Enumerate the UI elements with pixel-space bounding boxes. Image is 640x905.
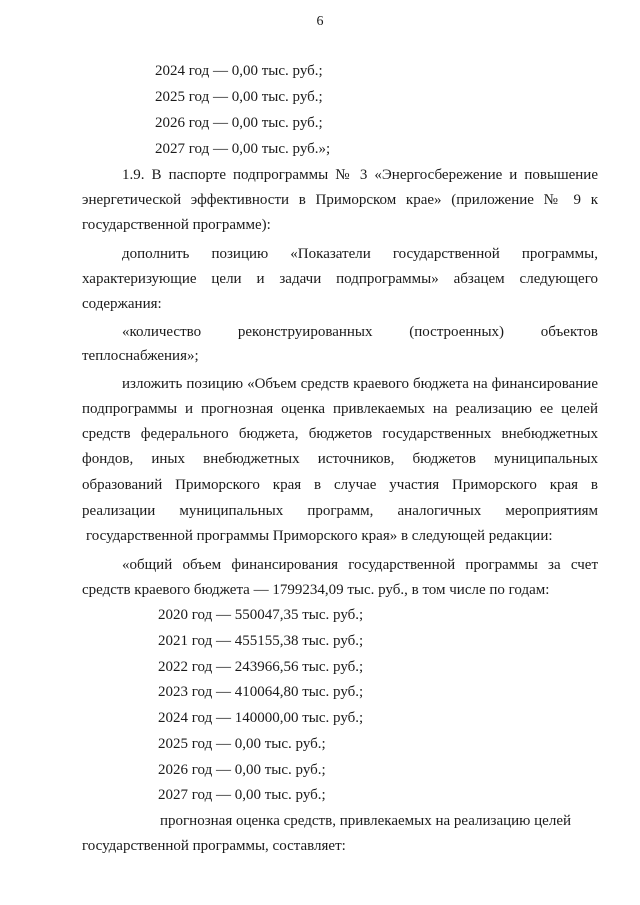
paragraph-forecast-line-1: прогнозная оценка средств, привлекаемых на реализацию целей <box>160 813 571 829</box>
year-line-2025: 2025 год — 0,00 тыс. руб.; <box>158 736 326 752</box>
paragraph-add-line-3: содержания: <box>82 296 162 312</box>
paragraph-total-line-2: средств краевого бюджета — 1799234,09 тыс. руб., в том числе по годам: <box>82 582 550 598</box>
paragraph-add-line-1: дополнить позицию «Показатели государственной программы, <box>122 246 598 262</box>
paragraph-1-9-line-1: 1.9. В паспорте подпрограммы № 3 «Энергосбережение и повышение <box>122 167 598 183</box>
paragraph-state-line-3: средств федерального бюджета, бюджетов государственных внебюджетных <box>82 426 598 442</box>
year-line-2027-top: 2027 год — 0,00 тыс. руб.»; <box>155 141 331 157</box>
paragraph-1-9-line-2: энергетической эффективности в Приморском крае» (приложение № 9 к <box>82 192 598 208</box>
year-line-2022: 2022 год — 243966,56 тыс. руб.; <box>158 659 364 675</box>
paragraph-state-line-7: государственной программы Приморского края» в следующей редакции: <box>86 528 553 544</box>
year-line-2027: 2027 год — 0,00 тыс. руб.; <box>158 787 326 803</box>
paragraph-state-line-6: реализации муниципальных программ, аналогичных мероприятиям <box>82 503 598 519</box>
paragraph-1-9-line-3: государственной программе): <box>82 217 271 233</box>
paragraph-count-line-1: «количество реконструированных (построенных) объектов <box>122 324 598 340</box>
year-line-2023: 2023 год — 410064,80 тыс. руб.; <box>158 684 364 700</box>
paragraph-forecast-line-2: государственной программы, составляет: <box>82 838 346 854</box>
paragraph-state-line-4: фондов, иных внебюджетных источников, бюджетов муниципальных <box>82 451 598 467</box>
paragraph-count-line-2: теплоснабжения»; <box>82 348 199 364</box>
paragraph-state-line-5: образований Приморского края в случае участия Приморского края в <box>82 477 598 493</box>
year-line-2026-top: 2026 год — 0,00 тыс. руб.; <box>155 115 323 131</box>
year-line-2020: 2020 год — 550047,35 тыс. руб.; <box>158 607 364 623</box>
year-line-2021: 2021 год — 455155,38 тыс. руб.; <box>158 633 364 649</box>
year-line-2024-top: 2024 год — 0,00 тыс. руб.; <box>155 63 323 79</box>
paragraph-state-line-1: изложить позицию «Объем средств краевого бюджета на финансирование <box>122 376 598 392</box>
year-line-2026: 2026 год — 0,00 тыс. руб.; <box>158 762 326 778</box>
year-line-2025-top: 2025 год — 0,00 тыс. руб.; <box>155 89 323 105</box>
paragraph-add-line-2: характеризующие цели и задачи подпрограммы» абзацем следующего <box>82 271 598 287</box>
paragraph-state-line-2: подпрограммы и прогнозная оценка привлекаемых на реализацию ее целей <box>82 401 598 417</box>
paragraph-total-line-1: «общий объем финансирования государственной программы за счет <box>122 557 598 573</box>
year-line-2024: 2024 год — 140000,00 тыс. руб.; <box>158 710 364 726</box>
page-number: 6 <box>316 14 324 29</box>
